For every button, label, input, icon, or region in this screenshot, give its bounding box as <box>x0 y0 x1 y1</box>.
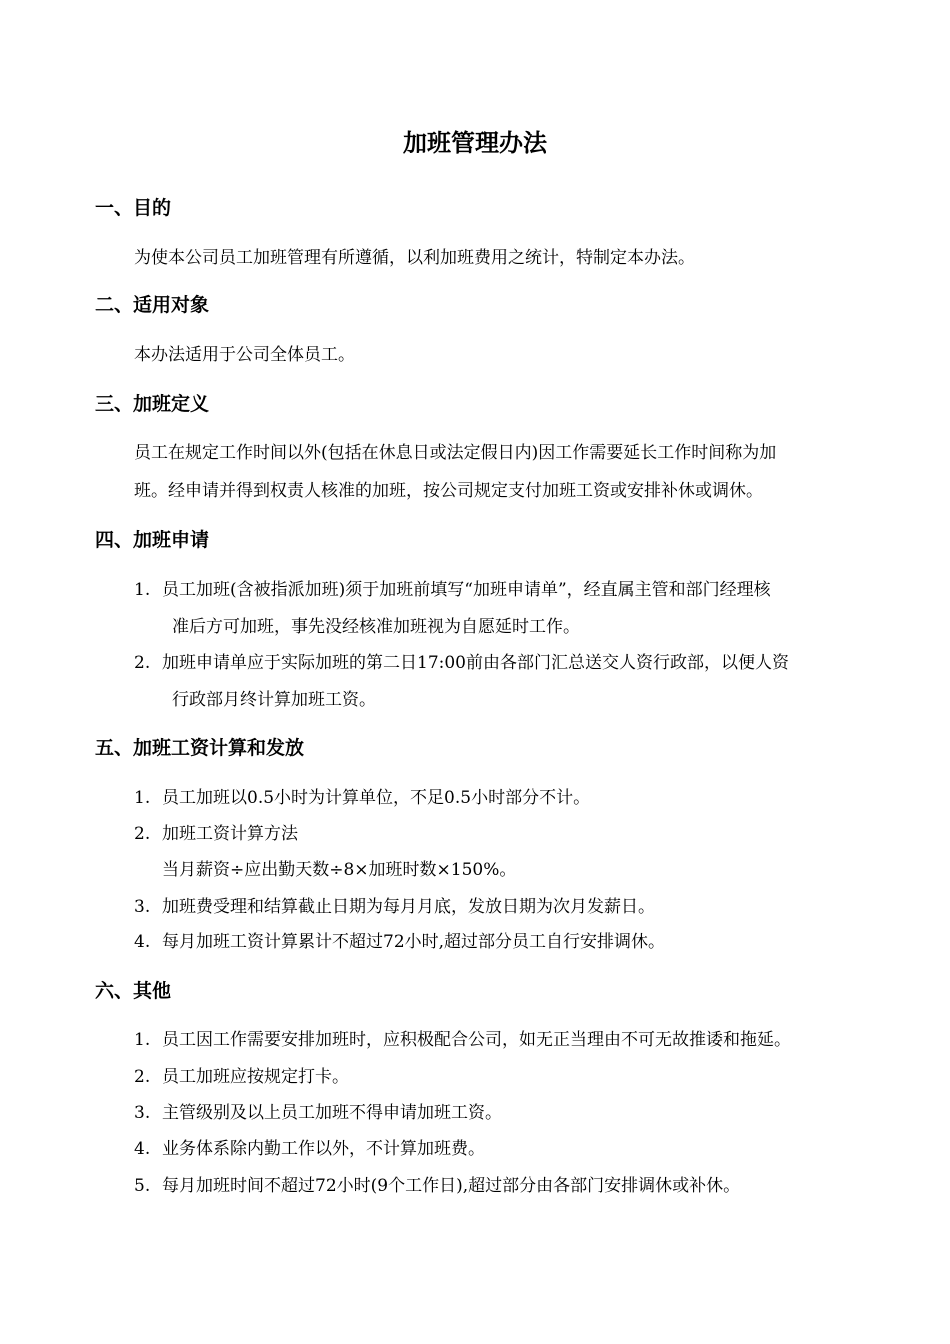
list-item: 行政部月终计算加班工资。 <box>172 690 376 710</box>
list-item: 加班费受理和结算截止日期为每月月底，发放日期为次月发薪日。 <box>162 897 655 917</box>
list-item: 每月加班工资计算累计不超过72小时,超过部分员工自行安排调休。 <box>162 932 666 952</box>
list-item: 加班申请单应于实际加班的第二日17:00前由各部门汇总送交人资行政部，以便人资 <box>162 653 789 673</box>
paragraph: 员工在规定工作时间以外(包括在休息日或法定假日内)因工作需要延长工作时间称为加 <box>134 443 777 463</box>
list-number: 1. <box>134 788 151 808</box>
list-number: 4. <box>134 932 151 952</box>
section-heading: 五、加班工资计算和发放 <box>95 737 305 759</box>
list-number: 2. <box>134 1067 151 1087</box>
list-number: 5. <box>134 1176 151 1196</box>
list-item: 每月加班时间不超过72小时(9个工作日),超过部分由各部门安排调休或补休。 <box>162 1176 741 1196</box>
list-item: 加班工资计算方法 <box>162 824 298 844</box>
section-heading: 三、加班定义 <box>95 393 210 415</box>
paragraph: 本办法适用于公司全体员工。 <box>134 345 355 365</box>
list-number: 2. <box>134 824 151 844</box>
list-item: 准后方可加班，事先没经核准加班视为自愿延时工作。 <box>172 617 580 637</box>
document-title: 加班管理办法 <box>403 128 547 157</box>
list-item: 主管级别及以上员工加班不得申请加班工资。 <box>162 1103 502 1123</box>
section-heading: 二、适用对象 <box>95 294 210 316</box>
list-number: 3. <box>134 897 151 917</box>
list-number: 4. <box>134 1139 151 1159</box>
section-heading: 一、目的 <box>95 197 172 219</box>
list-item: 员工加班(含被指派加班)须于加班前填写“加班申请单”，经直属主管和部门经理核 <box>162 580 771 600</box>
list-number: 1. <box>134 1030 151 1050</box>
list-number: 2. <box>134 653 151 673</box>
list-item: 员工因工作需要安排加班时，应积极配合公司，如无正当理由不可无故推诿和拖延。 <box>162 1030 791 1050</box>
list-number: 3. <box>134 1103 151 1123</box>
paragraph: 班。经申请并得到权责人核准的加班，按公司规定支付加班工资或安排补休或调休。 <box>134 481 763 501</box>
section-heading: 四、加班申请 <box>95 529 210 551</box>
list-number: 1. <box>134 580 151 600</box>
formula: 当月薪资÷应出勤天数÷8×加班时数×150%。 <box>162 860 517 880</box>
section-heading: 六、其他 <box>95 980 172 1002</box>
paragraph: 为使本公司员工加班管理有所遵循，以利加班费用之统计，特制定本办法。 <box>134 248 695 268</box>
list-item: 业务体系除内勤工作以外，不计算加班费。 <box>162 1139 485 1159</box>
list-item: 员工加班以0.5小时为计算单位，不足0.5小时部分不计。 <box>162 788 591 808</box>
list-item: 员工加班应按规定打卡。 <box>162 1067 349 1087</box>
